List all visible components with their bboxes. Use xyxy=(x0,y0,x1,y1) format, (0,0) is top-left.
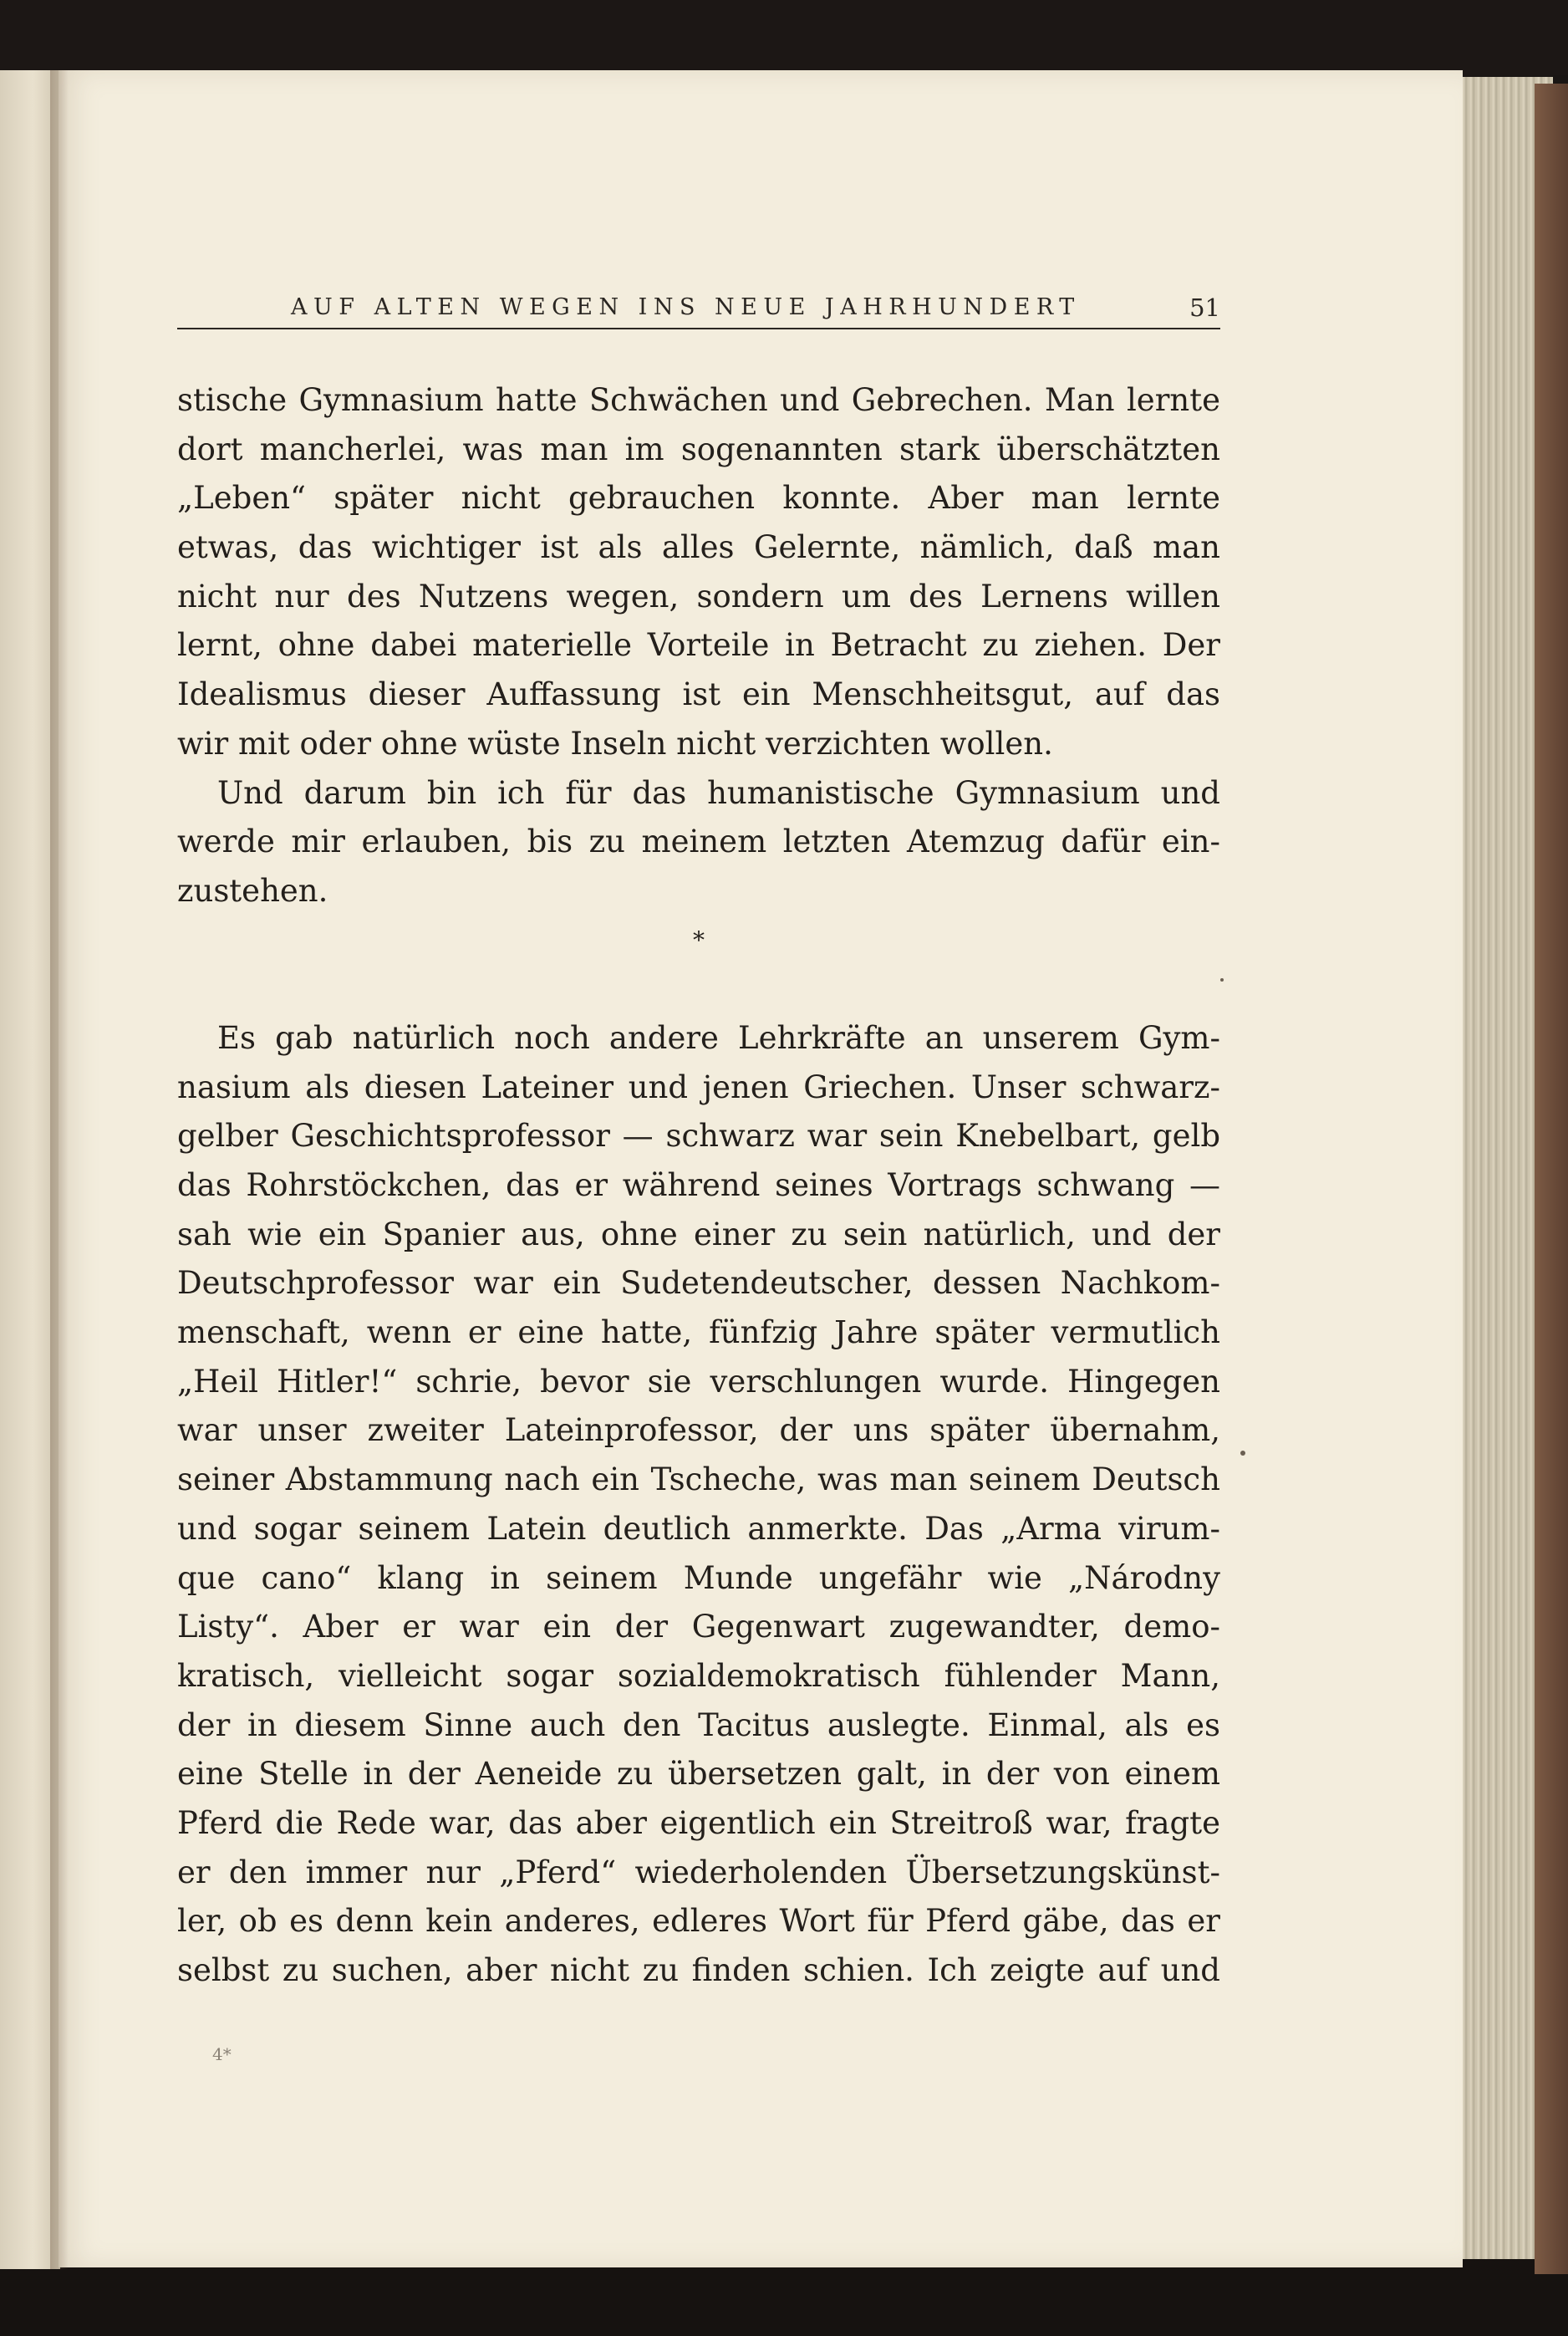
text-line: Listy“. Aber er war ein der Gegenwart zugewandter, demo- xyxy=(177,1609,1220,1645)
page-gutter xyxy=(50,70,69,2269)
text-line: wir mit oder ohne wüste Inseln nicht verzichten wollen. xyxy=(177,725,1053,762)
text-line: war unser zweiter Lateinprofessor, der uns später übernahm, xyxy=(177,1412,1220,1449)
text-line: der in diesem Sinne auch den Tacitus auslegte. Einmal, als es xyxy=(177,1706,1220,1743)
text-line: Idealismus dieser Auffassung ist ein Menschheitsgut, auf das xyxy=(177,676,1220,713)
text-line: sah wie ein Spanier aus, ohne einer zu sein natürlich, und der xyxy=(177,1216,1220,1252)
running-title: AUF ALTEN WEGEN INS NEUE JAHRHUNDERT xyxy=(291,294,1081,320)
text-line: Und darum bin ich für das humanistische Gymnasium und xyxy=(217,774,1220,811)
background-top xyxy=(0,0,1568,75)
text-line: dort mancherlei, was man im sogenannten stark überschätzten xyxy=(177,431,1220,467)
ink-speck xyxy=(1220,978,1224,982)
signature-mark: 4* xyxy=(212,2044,232,2064)
background-bottom xyxy=(0,2257,1568,2336)
text-line: er den immer nur „Pferd“ wiederholenden Übersetzungskünst- xyxy=(177,1854,1220,1890)
running-head xyxy=(177,288,1220,329)
text-line: seiner Abstammung nach ein Tscheche, was man seinem Deutsch xyxy=(177,1461,1220,1498)
body-text xyxy=(177,376,1220,1996)
text-line: etwas, das wichtiger ist als alles Gelernte, nämlich, daß man xyxy=(177,529,1220,566)
text-line: zustehen. xyxy=(177,872,328,909)
text-line: nasium als diesen Lateiner und jenen Griechen. Unser schwarz- xyxy=(177,1069,1220,1105)
book-cover-edge xyxy=(1535,84,1568,2274)
text-line: menschaft, wenn er eine hatte, fünfzig Jahre später vermutlich xyxy=(177,1314,1220,1351)
text-line: das Rohrstöckchen, das er während seines Vortrags schwang — xyxy=(177,1167,1220,1203)
text-line: Deutschprofessor war ein Sudetendeutscher, dessen Nachkom- xyxy=(177,1265,1220,1302)
text-line: gelber Geschichtsprofessor — schwarz war sein Knebelbart, gelb xyxy=(177,1118,1220,1155)
text-line: „Heil Hitler!“ schrie, bevor sie verschlungen wurde. Hingegen xyxy=(177,1363,1220,1400)
text-line: lernt, ohne dabei materielle Vorteile in Betracht zu ziehen. Der xyxy=(177,627,1220,664)
text-line: nicht nur des Nutzens wegen, sondern um des Lernens willen xyxy=(177,578,1220,615)
section-spacer xyxy=(177,965,1220,1014)
text-line: Es gab natürlich noch andere Lehrkräfte an unserem Gym- xyxy=(217,1019,1220,1056)
text-line: selbst zu suchen, aber nicht zu finden schien. Ich zeigte auf und xyxy=(177,1952,1220,1988)
text-line: „Leben“ später nicht gebrauchen konnte. Aber man lernte xyxy=(177,480,1220,517)
text-line: stische Gymnasium hatte Schwächen und Gebrechen. Man lernte xyxy=(177,382,1220,418)
text-line: werde mir erlauben, bis zu meinem letzten Atemzug dafür ein- xyxy=(177,824,1220,860)
text-line: Pferd die Rede war, das aber eigentlich ein Streitroß war, fragte xyxy=(177,1804,1220,1841)
text-line: que cano“ klang in seinem Munde ungefähr wie „Národny xyxy=(177,1559,1220,1596)
text-line: und sogar seinem Latein deutlich anmerkte. Das „Arma virum- xyxy=(177,1510,1220,1547)
section-separator: * xyxy=(693,926,705,954)
page-number: 51 xyxy=(1189,293,1220,322)
text-line: ler, ob es denn kein anderes, edleres Wort für Pferd gäbe, das er xyxy=(177,1903,1220,1940)
ink-speck xyxy=(1240,1451,1245,1456)
text-line: eine Stelle in der Aeneide zu übersetzen galt, in der von einem xyxy=(177,1756,1220,1793)
text-line: kratisch, vielleicht sogar sozialdemokratisch fühlender Mann, xyxy=(177,1657,1220,1694)
